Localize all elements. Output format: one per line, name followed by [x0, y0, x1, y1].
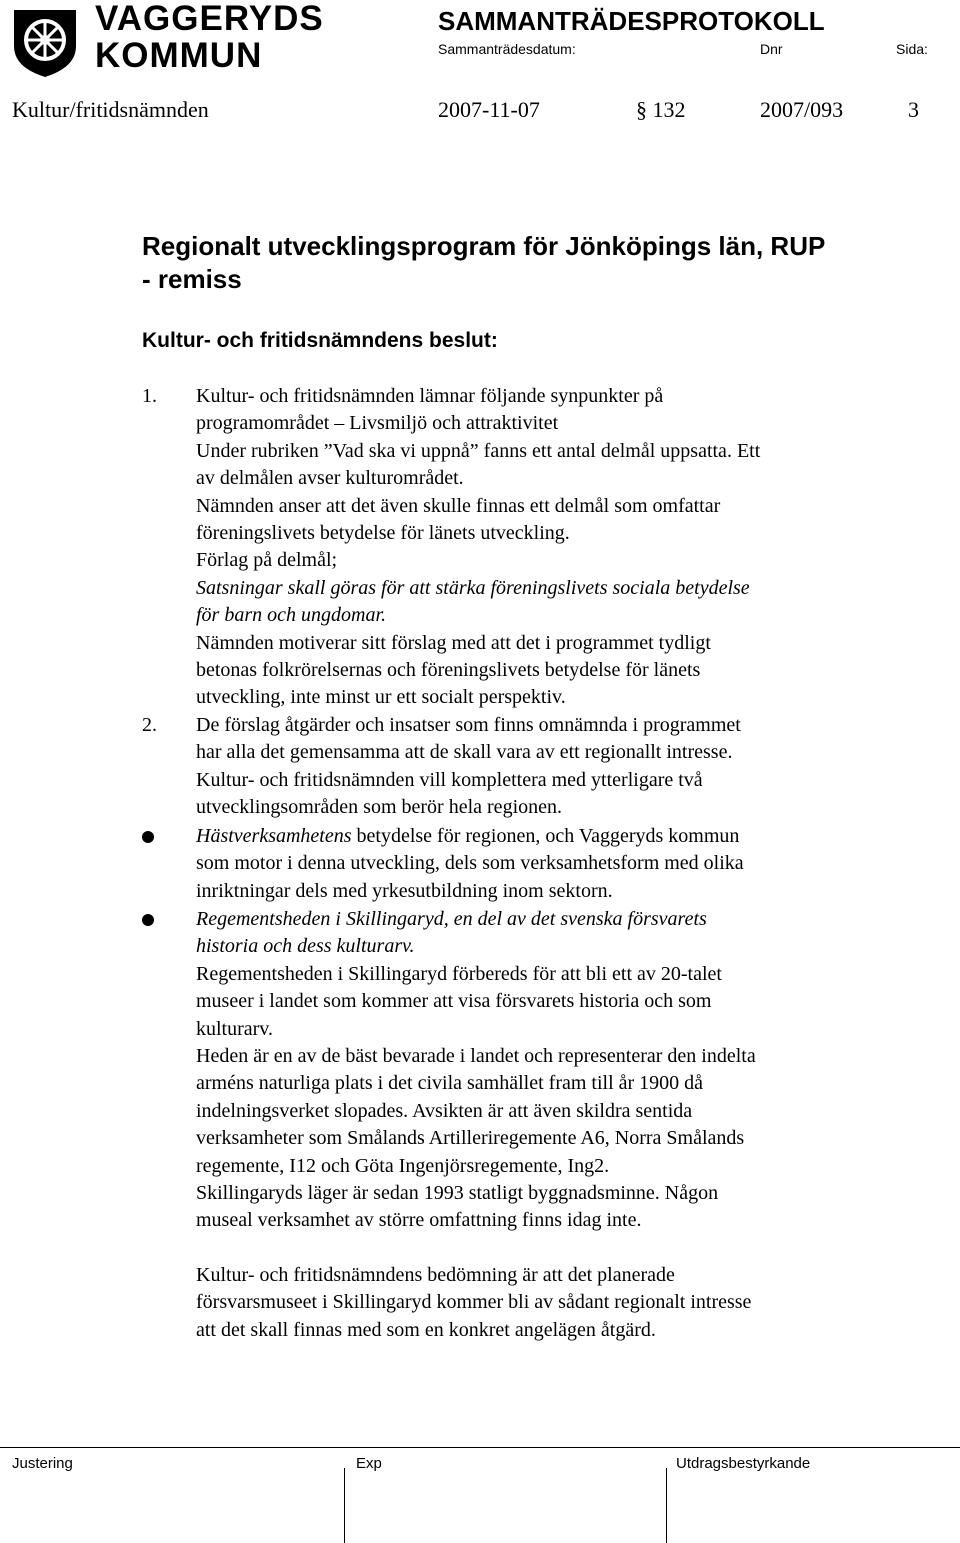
section-mark: § — [636, 97, 647, 122]
paragraph-line: Regementsheden i Skillingaryd, en del av det svenska försvarets — [196, 908, 707, 930]
item-1-marker: 1. — [142, 385, 157, 407]
paragraph-line: museal verksamhet av större omfattning finns idag inte. — [196, 1209, 642, 1232]
footer-justering-label: Justering — [12, 1455, 73, 1472]
footer-signature-line — [344, 1468, 345, 1543]
assessment-text — [196, 1262, 896, 1344]
paragraph-line: betonas folkrörelsernas och föreningslivets betydelse för länets — [196, 659, 701, 682]
bullet-icon — [142, 914, 154, 926]
footer-divider — [0, 1447, 960, 1448]
section-number-value: 132 — [652, 97, 686, 122]
logo-line-2: KOMMUN — [95, 36, 263, 75]
footer-signature-line — [666, 1468, 667, 1543]
protocol-title: SAMMANTRÄDESPROTOKOLL — [438, 6, 825, 36]
paragraph-line: Nämnden motiverar sitt förslag med att det i programmet tydligt — [196, 631, 711, 654]
paragraph-line: Under rubriken ”Vad ska vi uppnå” fanns ett antal delmål uppsatta. Ett — [196, 439, 761, 462]
paragraph-line: regemente, I12 och Göta Ingenjörsregemente, Ing2. — [196, 1154, 610, 1177]
heading-line-1: Regionalt utvecklingsprogram för Jönköpings län, RUP — [142, 231, 826, 261]
paragraph-line: Heden är en av de bäst bevarade i landet och representerar den indelta — [196, 1045, 756, 1068]
paragraph-line: arméns naturliga plats i det civila samhället fram till år 1900 då — [196, 1072, 704, 1095]
paragraph-line: Skillingaryds läger är sedan 1993 statligt byggnadsminne. Någon — [196, 1182, 719, 1205]
paragraph-line: har alla det gemensamma att de skall vara av ett regionallt intresse. — [196, 741, 733, 764]
paragraph-line: föreningslivets betydelse för länets utveckling. — [196, 522, 570, 545]
paragraph-line: verksamheter som Smålands Artilleriregemente A6, Norra Smålands — [196, 1127, 745, 1150]
item-2-marker: 2. — [142, 714, 157, 736]
line-rest: betydelse för regionen, och Vaggeryds kommun — [351, 825, 740, 847]
bullet-icon — [142, 831, 154, 843]
paragraph-line: att det skall finnas med som en konkret angelägen åtgärd. — [196, 1318, 656, 1341]
proposal-line: Satsningar skall göras för att stärka föreningslivets sociala betydelse — [196, 576, 750, 599]
paragraph-line — [196, 823, 896, 850]
paragraph-line: museer i landet som kommer att visa försvarets historia och som — [196, 990, 712, 1013]
logo-line-1: VAGGERYDS — [95, 0, 324, 38]
paragraph-line: Regementsheden i Skillingaryd förbereds för att bli ett av 20-talet — [196, 962, 722, 985]
item-2-text — [196, 712, 896, 822]
municipality-logo-wordmark — [95, 0, 324, 74]
paragraph-line: historia och dess kulturarv. — [196, 935, 415, 958]
paragraph-line: indelningsverket slopades. Avsikten är att även skildra sentida — [196, 1099, 693, 1122]
page-number: 3 — [908, 97, 919, 122]
footer-utdrag-label: Utdragsbestyrkande — [676, 1455, 811, 1472]
paragraph-line: kulturarv. — [196, 1017, 274, 1040]
meeting-date-label: Sammanträdesdatum: — [438, 41, 576, 57]
heading-line-2: - remiss — [142, 264, 242, 294]
footer-exp-label: Exp — [356, 1455, 382, 1472]
paragraph-line: utveckling, inte minst ur ett socialt perspektiv. — [196, 686, 566, 709]
bullet-1-text — [196, 823, 896, 905]
paragraph-line: som motor i denna utveckling, dels som verksamhetsform med olika — [196, 852, 744, 875]
bullet-2-text — [196, 906, 896, 1235]
page-label: Sida: — [896, 41, 928, 57]
item-1-text — [196, 383, 896, 712]
dnr-label: Dnr — [760, 41, 783, 57]
paragraph-line: Förlag på delmål; — [196, 549, 338, 572]
decision-heading: Kultur- och fritidsnämndens beslut: — [142, 329, 498, 352]
paragraph-line: inriktningar dels med yrkesutbildning inom sektorn. — [196, 879, 613, 902]
emphasis: Hästverksamhetens — [196, 825, 352, 847]
paragraph-line: Nämnden anser att det även skulle finnas ett delmål som omfattar — [196, 494, 721, 517]
paragraph-line: av delmålen avser kulturområdet. — [196, 467, 464, 490]
committee-name: Kultur/fritidsnämnden — [12, 97, 209, 122]
document-heading — [142, 230, 902, 296]
meeting-date: 2007-11-07 — [438, 97, 540, 122]
paragraph-line: Kultur- och fritidsnämnden lämnar följande synpunkter på — [196, 385, 664, 407]
paragraph-line: utvecklingsområden som berör hela regionen. — [196, 796, 562, 819]
paragraph-line: programområdet – Livsmiljö och attraktivitet — [196, 412, 559, 435]
paragraph-line: Kultur- och fritidsnämnden vill komplettera med ytterligare två — [196, 768, 703, 791]
paragraph-line: försvarsmuseet i Skillingaryd kommer bli av sådant regionalt intresse — [196, 1291, 752, 1314]
municipality-logo-emblem — [10, 6, 80, 78]
proposal-line: för barn och ungdomar. — [196, 604, 387, 627]
section-number — [636, 97, 686, 123]
paragraph-line: Kultur- och fritidsnämndens bedömning är att det planerade — [196, 1264, 675, 1286]
diary-number: 2007/093 — [760, 97, 844, 122]
paragraph-line: De förslag åtgärder och insatser som finns omnämnda i programmet — [196, 714, 741, 736]
